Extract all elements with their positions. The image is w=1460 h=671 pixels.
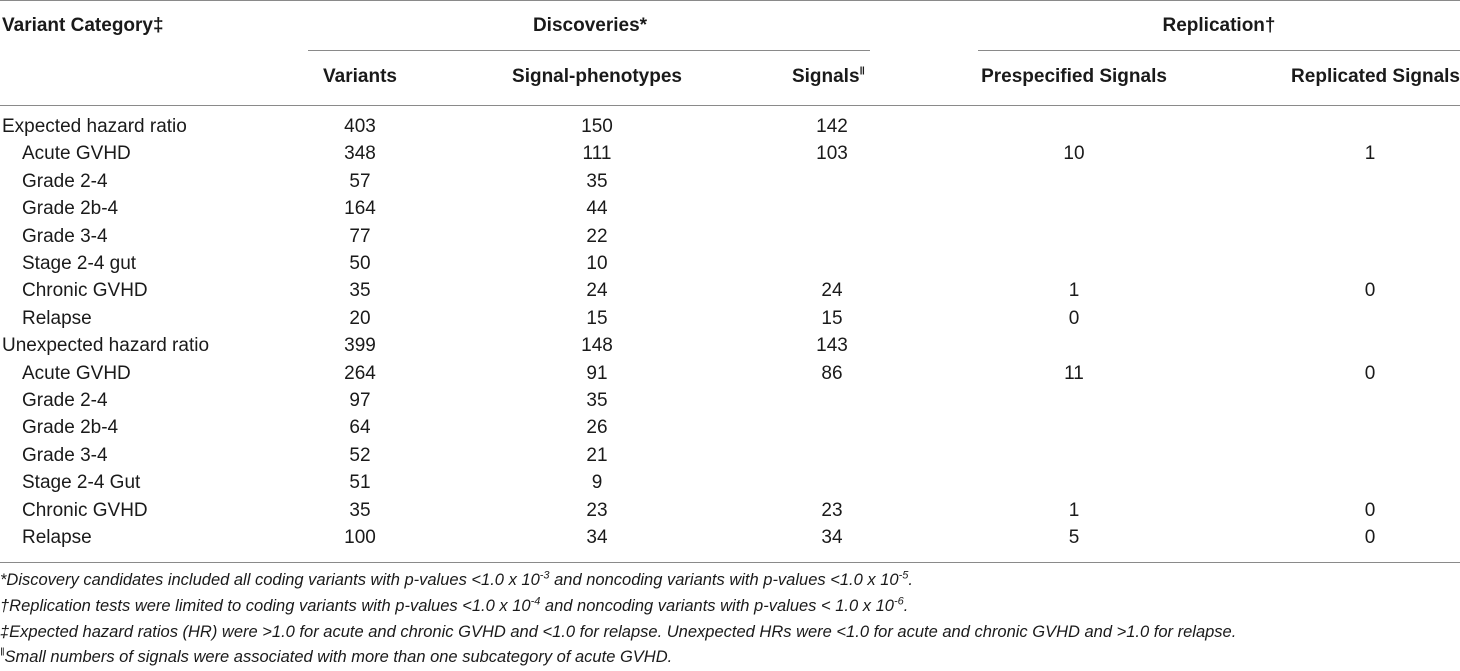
footnote-signals-mark: ǁ	[0, 646, 5, 659]
header-prespecified-signals: Prespecified Signals	[981, 66, 1167, 87]
cell-signals: 34	[821, 527, 843, 548]
cell-signal-phenotypes: 44	[586, 198, 608, 220]
cell-signal-phenotypes: 10	[586, 253, 608, 274]
cell-variants: 100	[344, 527, 376, 548]
cell-variants: 52	[349, 444, 371, 466]
cell-signal-phenotypes: 34	[586, 527, 608, 548]
cell-signal-phenotypes: 21	[586, 444, 608, 466]
top-rule	[0, 0, 1460, 1]
header-signals	[792, 66, 865, 88]
row-label: Expected hazard ratio	[2, 116, 187, 137]
row-label: Grade 3-4	[22, 444, 108, 466]
cell-variants: 35	[349, 499, 371, 521]
cell-signal-phenotypes: 23	[586, 499, 608, 521]
cell-variants: 35	[349, 280, 371, 302]
footnote-discovery-exp1: -3	[539, 569, 550, 582]
row-label: Stage 2-4 gut	[22, 253, 137, 274]
cell-signals: 23	[821, 499, 843, 521]
header-replicated-signals: Replicated Signals	[1291, 66, 1460, 87]
cell-signals: 15	[821, 307, 843, 329]
cell-prespecified: 0	[1068, 307, 1080, 329]
row-label: Acute GVHD	[22, 362, 131, 384]
cell-signal-phenotypes: 150	[581, 116, 613, 137]
footnote-replication-text-c: .	[903, 597, 909, 615]
cell-signals: 143	[816, 335, 848, 357]
footnote-signals-text: Small numbers of signals were associated with more than one subcategory of acute GVHD.	[4, 648, 673, 666]
cell-variants: 97	[349, 390, 371, 411]
cell-signal-phenotypes: 9	[591, 472, 603, 494]
header-signals-label: Signals	[791, 66, 860, 87]
cell-signal-phenotypes: 91	[586, 362, 608, 384]
cell-replicated: 0	[1364, 280, 1376, 302]
footnote-discovery-text-b: and noncoding variants with p-values <1.0 x 10	[549, 571, 899, 589]
cell-variants: 403	[344, 116, 376, 137]
cell-signals: 24	[821, 280, 843, 302]
cell-variants: 348	[344, 143, 376, 165]
footnote-discovery-text-c: .	[908, 571, 913, 589]
footnote-replication-text-a: †Replication tests were limited to coding variants with p-values <1.0 x 10	[0, 597, 531, 615]
cell-variants: 50	[349, 253, 371, 274]
cell-replicated: 1	[1364, 143, 1376, 165]
cell-replicated: 0	[1364, 362, 1376, 384]
cell-prespecified: 1	[1068, 280, 1080, 302]
cell-variants: 51	[349, 472, 371, 494]
row-label: Chronic GVHD	[22, 499, 148, 521]
cell-signal-phenotypes: 35	[586, 170, 608, 192]
cell-replicated: 0	[1364, 527, 1376, 548]
cell-prespecified: 11	[1064, 362, 1084, 384]
header-bottom-rule	[0, 105, 1460, 106]
cell-variants: 57	[349, 170, 371, 192]
discoveries-underline	[308, 50, 870, 51]
row-label: Grade 2b-4	[22, 417, 119, 439]
row-label: Acute GVHD	[22, 143, 131, 165]
replication-underline	[978, 50, 1460, 51]
cell-variants: 77	[349, 225, 371, 247]
footnote-discovery-exp2: -5	[898, 569, 909, 582]
header-signal-phenotypes: Signal-phenotypes	[512, 66, 682, 87]
cell-prespecified: 5	[1068, 527, 1080, 548]
header-variant-category: Variant Category‡	[2, 15, 164, 36]
cell-variants: 20	[349, 307, 371, 329]
cell-signal-phenotypes: 26	[586, 417, 608, 439]
row-label: Stage 2-4 Gut	[22, 472, 141, 494]
header-replication: Replication†	[1162, 15, 1276, 36]
header-variants: Variants	[323, 66, 397, 87]
footnote-hazard-ratio: ‡Expected hazard ratios (HR) were >1.0 for acute and chronic GVHD and <1.0 for relapse. Unexpected HRs were <1.0 for acute and chronic GVHD and >1.0 for relapse.	[0, 623, 1237, 641]
cell-replicated: 0	[1364, 499, 1376, 521]
cell-signal-phenotypes: 24	[586, 280, 608, 302]
cell-prespecified: 10	[1063, 143, 1085, 165]
row-label: Unexpected hazard ratio	[2, 335, 210, 357]
cell-prespecified: 1	[1068, 499, 1080, 521]
row-label: Relapse	[22, 307, 92, 329]
cell-variants: 164	[344, 198, 376, 220]
row-label: Relapse	[22, 527, 92, 548]
footnote-discovery	[0, 570, 913, 590]
footnote-discovery-text-a: *Discovery candidates included all coding variants with p-values <1.0 x 10	[0, 571, 540, 589]
row-label: Grade 2b-4	[22, 198, 119, 220]
cell-signal-phenotypes: 148	[581, 335, 613, 357]
footnote-replication-text-b: and noncoding variants with p-values < 1.0 x 10	[540, 597, 894, 615]
cell-signal-phenotypes: 35	[586, 390, 608, 411]
cell-signal-phenotypes: 15	[586, 307, 608, 329]
footnote-replication	[0, 596, 908, 616]
footnote-signals	[0, 647, 672, 667]
footnote-replication-exp2: -6	[893, 595, 904, 608]
cell-variants: 264	[344, 362, 376, 384]
cell-variants: 399	[344, 335, 376, 357]
cell-signal-phenotypes: 22	[586, 225, 608, 247]
header-discoveries: Discoveries*	[532, 15, 648, 36]
row-label: Grade 3-4	[22, 225, 108, 247]
cell-variants: 64	[349, 417, 371, 439]
footnote-replication-exp1: -4	[530, 595, 541, 608]
row-label: Grade 2-4	[22, 170, 108, 192]
cell-signals: 142	[816, 116, 848, 137]
table-bottom-rule	[0, 562, 1460, 563]
cell-signal-phenotypes: 111	[582, 143, 612, 165]
cell-signals: 103	[816, 143, 848, 165]
row-label: Chronic GVHD	[22, 280, 148, 302]
header-signals-footnote-mark: ǁ	[859, 65, 865, 78]
cell-signals: 86	[821, 362, 843, 384]
row-label: Grade 2-4	[22, 390, 108, 411]
